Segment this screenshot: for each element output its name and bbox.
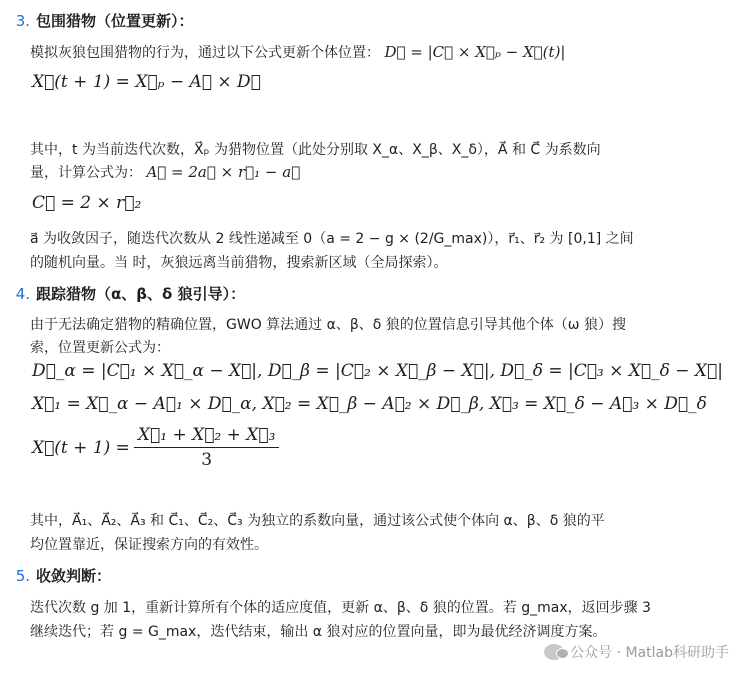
section3-explain-l2-formula: A⃗ = 2a⃗ × r⃗₁ − a⃗: [146, 163, 301, 181]
section3-desc-line: [30, 41, 565, 64]
section3-desc: 模拟灰狼包围猎物的行为，通过以下公式更新个体位置：: [30, 45, 380, 61]
section3-number: 3.: [15, 12, 30, 30]
watermark-text: 公众号 · Matlab科研助手: [570, 645, 729, 661]
section4-formula-avg-numerator: X⃗₁ + X⃗₂ + X⃗₃: [134, 425, 279, 448]
section3-explain-l2-prefix: 量，计算公式为：: [30, 165, 142, 181]
section3-note-l2: 的随机向量。当 时，灰狼远离当前猎物，搜索新区域（全局探索）。: [30, 255, 448, 271]
section4-formula-x: X⃗₁ = X⃗_α − A⃗₁ × D⃗_α, X⃗₂ = X⃗_β − A⃗₂ × D⃗_β, X⃗₃ = X⃗_δ − A⃗₃ × D⃗_δ: [32, 394, 707, 414]
section4-formula-avg: [32, 425, 279, 470]
section4-desc-l1: 由于无法确定猎物的精确位置，GWO 算法通过 α、β、δ 狼的位置信息引导其他个体（ω 狼）搜: [30, 317, 626, 333]
section5-text-l2: 继续迭代；若 g = G_max，迭代结束，输出 α 狼对应的位置向量，即为最优经济调度方案。: [30, 624, 607, 640]
section4-formula-d: D⃗_α = |C⃗₁ × X⃗_α − X⃗|, D⃗_β = |C⃗₂ × X⃗_β − X⃗|, D⃗_δ = |C⃗₃ × X⃗_δ − X⃗|: [32, 361, 723, 381]
section4-formula-avg-denominator: 3: [201, 450, 213, 470]
section4-formula-avg-lhs: X⃗(t + 1) =: [32, 437, 130, 458]
watermark: [544, 642, 729, 662]
section4-title: 跟踪猎物（α、β、δ 狼引导）: [36, 285, 231, 303]
section4-desc-l2: 索，位置更新公式为：: [30, 340, 170, 356]
section3-explain-l2: [30, 161, 300, 184]
section5-number: 5.: [15, 567, 30, 585]
section4-formula-avg-fraction: [134, 425, 279, 470]
section4-heading: [8, 283, 245, 304]
section4-number: 4.: [15, 285, 30, 303]
section5-text-l1: 迭代次数 g 加 1，重新计算所有个体的适应度值，更新 α、β、δ 狼的位置。若 g_max，返回步骤 3: [30, 600, 651, 616]
section4-suffix: ：: [230, 285, 246, 303]
section3-title: 包围猎物（位置更新）: [36, 12, 179, 30]
section3-explain-l1: 其中，t 为当前迭代次数，X⃗ₚ 为猎物位置（此处分别取 X_α、X_β、X_δ），A⃗ 和 C⃗ 为系数向: [30, 142, 601, 158]
section3-formula1: X⃗(t + 1) = X⃗ₚ − A⃗ × D⃗: [32, 72, 261, 92]
section3-formula2: C⃗ = 2 × r⃗₂: [32, 193, 142, 213]
section5-title: 收敛判断: [36, 567, 97, 585]
section5-heading: [8, 565, 111, 586]
section3-formula-inline: D⃗ = |C⃗ × X⃗ₚ − X⃗(t)|: [384, 43, 566, 61]
section4-explain-l1: 其中，A⃗₁、A⃗₂、A⃗₃ 和 C⃗₁、C⃗₂、C⃗₃ 为独立的系数向量，通过该公式使个体向 α、β、δ 狼的平: [30, 513, 605, 529]
section4-explain-l2: 均位置靠近，保证搜索方向的有效性。: [30, 537, 268, 553]
section3-heading: [8, 10, 194, 31]
wechat-icon: [544, 644, 564, 660]
section3-note-l1: a⃗ 为收敛因子，随迭代次数从 2 线性递减至 0（a = 2 − g × (2/G_max)），r⃗₁、r⃗₂ 为 [0,1] 之间: [30, 231, 634, 247]
section5-suffix: ：: [96, 567, 112, 585]
section3-suffix: ：: [178, 12, 194, 30]
